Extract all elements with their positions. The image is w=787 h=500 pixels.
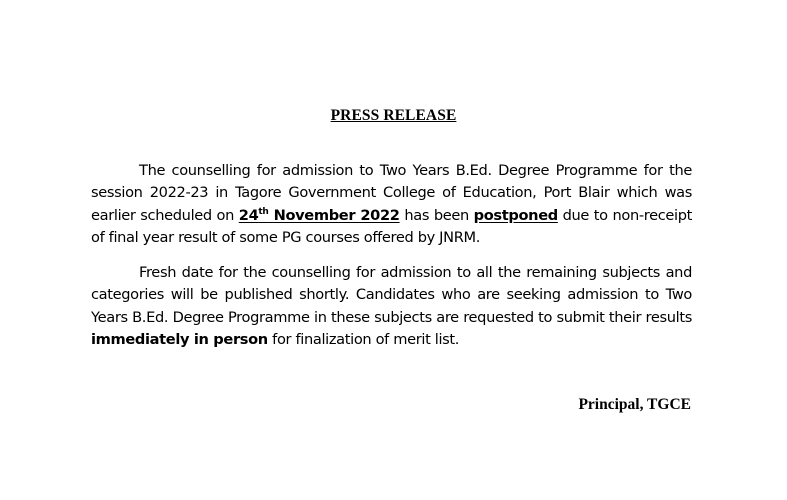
signature: Principal, TGCE	[578, 396, 691, 413]
date-suffix: th	[258, 206, 269, 217]
date-month-year: November 2022	[273, 206, 400, 224]
paragraph-fresh-date	[91, 262, 692, 351]
paragraph1-intro-text: The counselling for admission to Two Years B.Ed. Degree Programme for the session 2022-23 in Tagore Government College of Education, Port Blair which was earlier scheduled on	[91, 162, 692, 224]
paragraph-postponement	[91, 160, 692, 249]
paragraph1-closing-text: due to non-receipt of final year result of some PG courses offered by JNRM.	[91, 206, 693, 246]
paragraph1-middle-text: has been	[404, 206, 469, 224]
scheduled-date	[239, 207, 400, 224]
postponed-status: postponed	[473, 206, 558, 224]
emphasis-immediately-in-person: immediately in person	[91, 330, 268, 348]
page-title: PRESS RELEASE	[330, 107, 457, 124]
paragraph2-closing-text: for finalization of merit list.	[272, 330, 460, 348]
paragraph2-intro-text: Fresh date for the counselling for admission to all the remaining subjects and categories will be published shortly. Candidates who are seeking admission to Two Years B.Ed. Degree Programme in these subjects are requested to submit their results	[91, 264, 692, 326]
date-day: 24	[238, 206, 259, 224]
